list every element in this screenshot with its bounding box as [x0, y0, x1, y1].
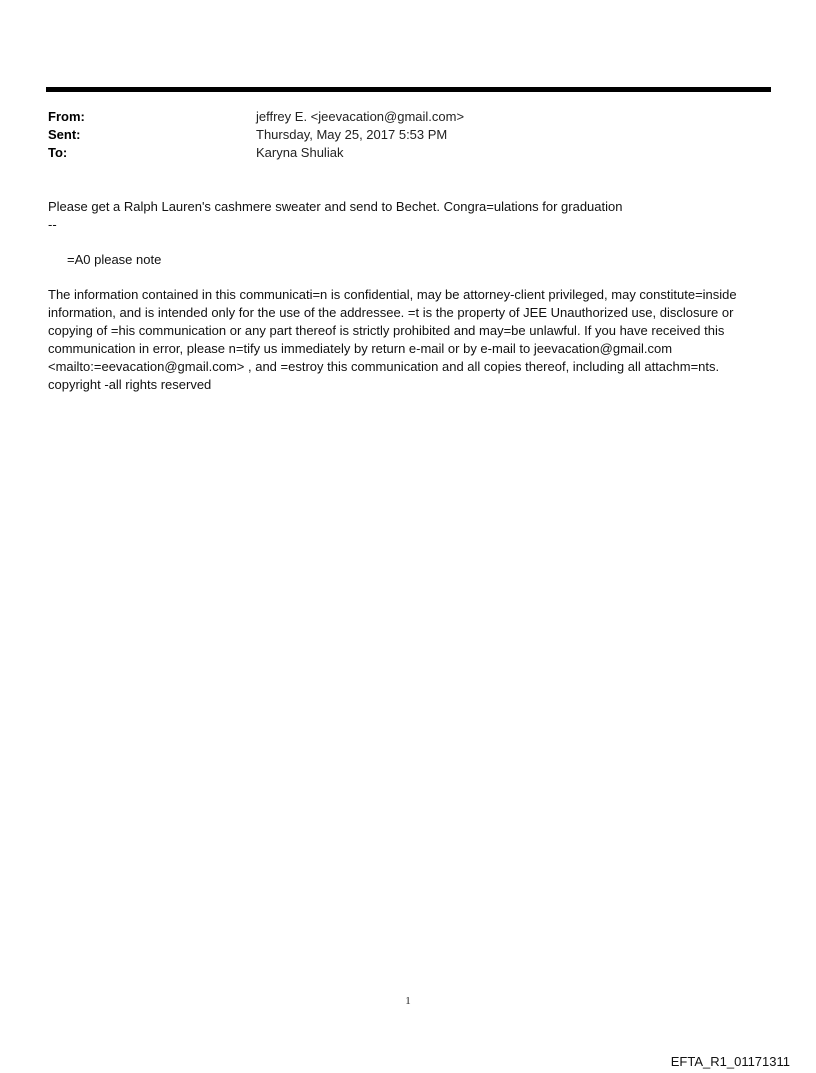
document-id: EFTA_R1_01171311: [670, 1054, 790, 1069]
email-header: [48, 108, 768, 162]
sent-label: Sent:: [48, 127, 81, 142]
to-label: To:: [48, 145, 68, 160]
confidentiality-disclaimer: The information contained in this communicati=n is confidential, may be attorney-client privileged, may constitute=inside information, and is intended only for the use of the addressee. =t is the property of JEE Unauthorized use, disclosure or copying of =his communication or any part thereof is strictly prohibited and may=be unlawful. If you have received this communication in error, please n=tify us immediately by return e-mail or by e-mail to jeevacation@gmail.com <mailto:=eevacation@gmail.com> , and =estroy this communication and all copies thereof, including all attachm=nts. copyright -all rights reserved: [48, 287, 737, 392]
to-value: Karyna Shuliak: [256, 145, 344, 160]
to-row: [48, 144, 768, 162]
from-value: jeffrey E. <jeevacation@gmail.com>: [256, 109, 465, 124]
signature-separator: --: [48, 217, 57, 232]
from-row: [48, 108, 768, 126]
message-text: Please get a Ralph Lauren's cashmere sweater and send to Bechet. Congra=ulations for graduation: [48, 199, 623, 214]
page-number: 1: [405, 995, 411, 1007]
sent-row: [48, 126, 768, 144]
sent-value: Thursday, May 25, 2017 5:53 PM: [256, 127, 448, 142]
from-label: From:: [48, 109, 85, 124]
header-divider: [46, 87, 771, 92]
email-body: [48, 198, 770, 394]
note-text: =A0 please note: [67, 252, 162, 267]
